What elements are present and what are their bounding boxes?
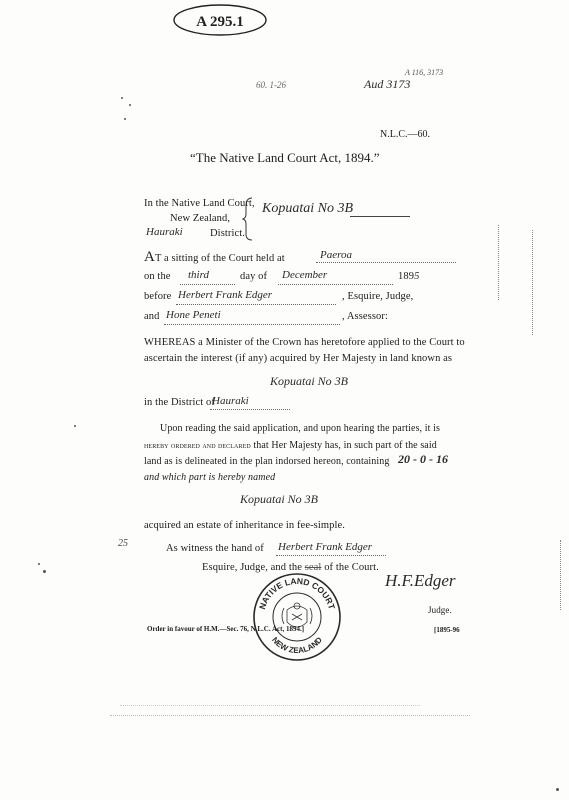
year-handwritten: 5 <box>414 271 420 282</box>
seal-top-text: NATIVE LAND COURT <box>257 575 337 611</box>
block-name-handwritten: Kopuatai No 3B <box>262 201 354 216</box>
seal-crest-icon <box>282 603 312 627</box>
assessor-line <box>164 324 340 325</box>
margin-noise-right-1 <box>498 225 499 300</box>
seal-word: seal <box>304 562 322 573</box>
speck <box>74 425 76 427</box>
judge-suffix: , Esquire, Judge, <box>342 291 414 302</box>
upon-line-4: and which part is hereby named <box>144 472 276 483</box>
speck <box>129 104 131 106</box>
upon-line-2-rest: that Her Majesty has, in such part of the said <box>250 440 437 451</box>
judge-signature: H.F.Edger <box>385 571 456 590</box>
and-label: and <box>144 311 160 322</box>
upon-line-2 <box>144 440 437 451</box>
witness-line: As witness the hand of <box>166 543 264 554</box>
speck <box>43 570 46 573</box>
sitting-intro-rest: T a sitting of the Court held at <box>154 253 285 264</box>
court-bracket <box>242 196 256 242</box>
court-seal <box>252 572 342 662</box>
form-number: N.L.C.—60. <box>380 129 430 140</box>
speck <box>121 97 123 99</box>
year-prefix: 189 <box>398 271 415 282</box>
speck <box>124 118 126 120</box>
sitting-place-line <box>316 262 456 263</box>
upon-line-1: Upon reading the said application, and upon hearing the parties, it is <box>160 423 440 434</box>
upon-line-2-caps: hereby ordered and declared <box>144 440 251 450</box>
bottom-bleed-line-1 <box>110 715 470 716</box>
on-the-label: on the <box>144 271 171 282</box>
reference-stamp <box>170 2 270 38</box>
sitting-intro-cap: A <box>144 249 155 265</box>
acquired-line: acquired an estate of inheritance in fee-simple. <box>144 520 345 531</box>
court-line-2: New Zealand, <box>170 213 231 224</box>
seal-bottom-text: NEW ZEALAND <box>270 635 324 656</box>
in-district-handwritten: Hauraki <box>212 395 249 407</box>
month-line <box>278 284 393 285</box>
district-label: District. <box>210 228 246 239</box>
margin-noise-right-3 <box>560 540 561 610</box>
witness-name-handwritten: Herbert Frank Edger <box>278 541 373 553</box>
sitting-place-handwritten: Paeroa <box>320 249 352 261</box>
area-handwritten: 20 - 0 - 16 <box>398 452 448 466</box>
day-handwritten: third <box>188 269 209 281</box>
esquire-line-a: Esquire, Judge, and the <box>202 562 302 573</box>
court-line-1: In the Native Land Court, <box>144 198 255 209</box>
sitting-intro <box>144 249 285 266</box>
speck <box>38 563 40 565</box>
land-name-handwritten: Kopuatai No 3B <box>270 374 349 388</box>
in-district-line <box>210 409 290 410</box>
bottom-bleed-line-2 <box>120 705 420 706</box>
witness-line-dots <box>276 555 386 556</box>
reference-stamp-code: A 295.1 <box>196 14 244 30</box>
footer-left: Order in favour of H.M.—Sec. 76, N.L.C. Act, 1894.] <box>147 625 305 633</box>
upon-line-3: land as is delineated in the plan indorsed hereon, containing <box>144 456 390 467</box>
esquire-line-b: of the Court. <box>324 562 379 573</box>
top-right-note: Aud 3173 <box>364 77 411 91</box>
whereas-line-2: ascertain the interest (if any) acquired by Her Majesty in land known as <box>144 353 453 364</box>
margin-mark: 25 <box>118 538 128 549</box>
top-left-note: 60. 1-26 <box>256 80 286 90</box>
year-label <box>398 271 419 282</box>
margin-noise-right-2 <box>532 230 533 335</box>
before-label: before <box>144 291 172 302</box>
footer-right: [1895-96 <box>434 626 460 634</box>
day-of-label: day of <box>240 271 268 282</box>
speck <box>556 788 559 791</box>
document-title: “The Native Land Court Act, 1894.” <box>190 150 380 165</box>
top-right-small-note: A 116, 3173 <box>405 68 444 77</box>
district-handwritten: Hauraki <box>146 226 183 238</box>
whereas-line-1: WHEREAS a Minister of the Crown has heretofore applied to the Court to <box>144 337 465 348</box>
assessor-handwritten: Hone Peneti <box>166 309 221 321</box>
month-handwritten: December <box>282 269 328 281</box>
in-district-label: in the District of <box>144 397 215 408</box>
judge-line <box>176 304 336 305</box>
judge-label: Judge. <box>428 605 452 615</box>
judge-handwritten: Herbert Frank Edger <box>178 289 273 301</box>
assessor-suffix: , Assessor: <box>342 311 389 322</box>
part-name-handwritten: Kopuatai No 3B <box>240 492 319 506</box>
block-name-underline <box>350 216 410 217</box>
day-line <box>180 284 235 285</box>
